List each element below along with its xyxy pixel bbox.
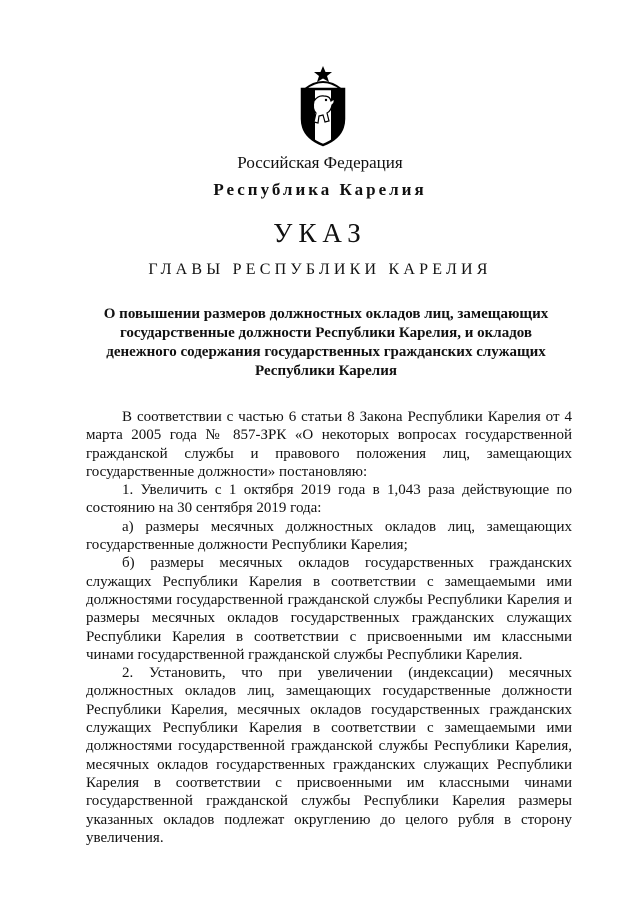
karelia-coat-of-arms-icon [297,65,349,147]
paragraph-preamble: В соответствии с частью 6 статьи 8 Закона Республики Карелия от 4 марта 2005 года № 857-ЗРК «О некоторых вопросах государственной гражданской службы и правового положения лиц, замещающих государственные должности» постановляю: [86,409,572,480]
republic-name: Республика Карелия [213,180,427,199]
decree-title: О повышении размеров должностных окладов лиц, замещающих государственные должности Республики Карелия, и окладов денежного содержания государственных гражданских служащих Республики Карелия [103,306,549,379]
document-type: УКАЗ [273,218,367,248]
paragraph-item-1: 1. Увеличить с 1 октября 2019 года в 1,043 раза действующие по состоянию на 30 сентября 2019 года: [86,482,572,517]
decree-body [86,408,572,847]
paragraph-item-2: 2. Установить, что при увеличении (индексации) месячных должностных окладов лиц, замещающих государственные должности Республики Карелия, месячных окладов государственных гражданских служащих Республики Карелия в соответствии с замещаемыми ими должностями государственной гражданской службы Республики Карелия, месячных окладов государственных гражданских служащих Республики Карелия в соответствии с присвоенными им классными чинами государственной гражданской службы Республики Карелия размеры указанных окладов подлежат округлению до целого рубля в сторону увеличения. [86,665,572,846]
paragraph-item-1a: а) размеры месячных должностных окладов лиц, замещающих государственные должности Республики Карелия; [86,518,572,554]
paragraph-item-1b: б) размеры месячных окладов государственных гражданских служащих Республики Карелия в соответствии с замещаемыми ими должностями государственной гражданской службы Республики Карелия и размеры месячных окладов государственных гражданских служащих Республики Карелия в соответствии с присвоенными им классными чинами государственной гражданской службы Республики Карелия. [86,555,572,663]
country-name: Российская Федерация [237,153,403,172]
issuer: ГЛАВЫ РЕСПУБЛИКИ КАРЕЛИЯ [148,261,492,278]
